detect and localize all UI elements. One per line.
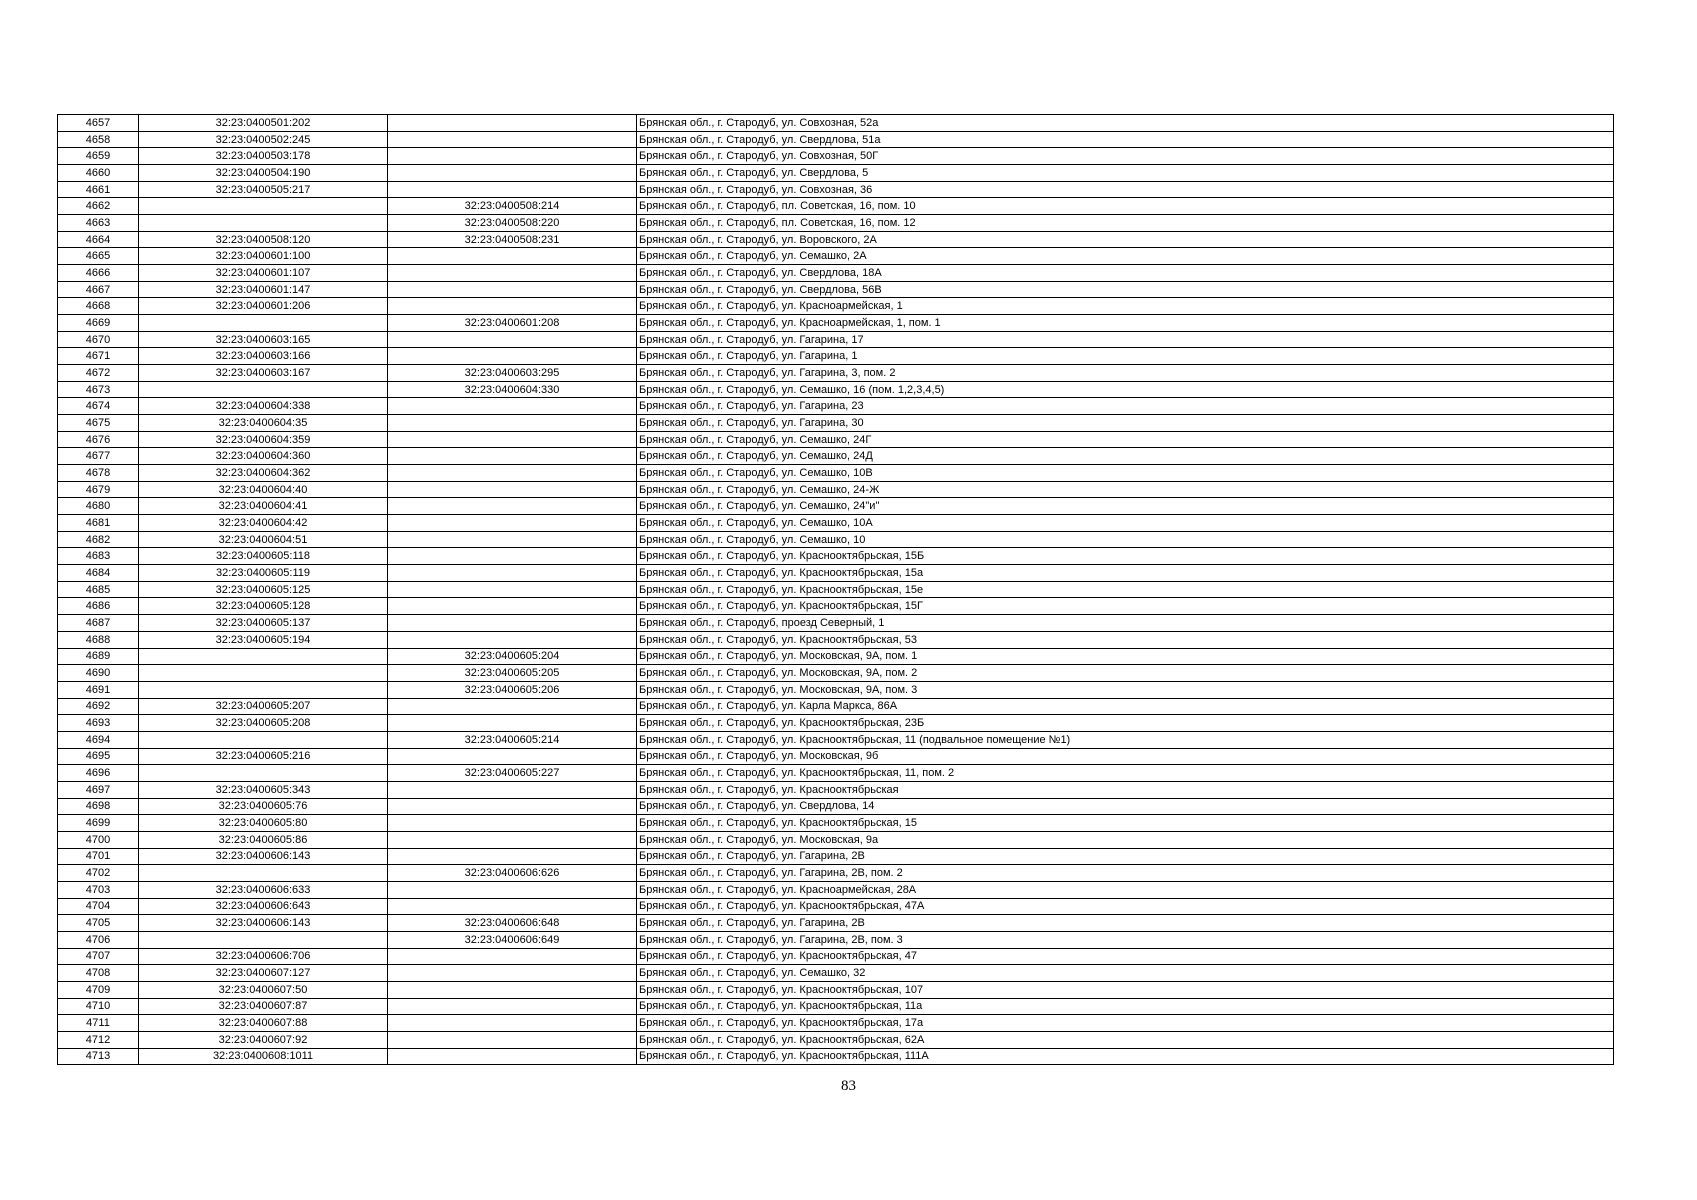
table-row: [58, 765, 1614, 782]
row-number-cell: 4687: [58, 615, 139, 632]
table-row: [58, 181, 1614, 198]
address-cell: Брянская обл., г. Стародуб, ул. Краснооктябрьская, 47А: [637, 898, 1614, 915]
row-number-cell: 4691: [58, 681, 139, 698]
land-cadastral-number-cell: 32:23:0400605:118: [139, 548, 388, 565]
row-number-cell: 4681: [58, 515, 139, 532]
table-row: [58, 598, 1614, 615]
land-cadastral-number-cell: 32:23:0400606:633: [139, 881, 388, 898]
row-number-cell: 4665: [58, 248, 139, 265]
table-row: [58, 198, 1614, 215]
land-cadastral-number-cell: 32:23:0400605:343: [139, 781, 388, 798]
object-cadastral-number-cell: 32:23:0400605:206: [388, 681, 637, 698]
object-cadastral-number-cell: [388, 698, 637, 715]
object-cadastral-number-cell: [388, 1015, 637, 1032]
object-cadastral-number-cell: [388, 465, 637, 482]
object-cadastral-number-cell: 32:23:0400606:626: [388, 865, 637, 882]
land-cadastral-number-cell: 32:23:0400605:207: [139, 698, 388, 715]
land-cadastral-number-cell: 32:23:0400502:245: [139, 131, 388, 148]
land-cadastral-number-cell: 32:23:0400604:35: [139, 415, 388, 432]
row-number-cell: 4669: [58, 315, 139, 332]
land-cadastral-number-cell: [139, 665, 388, 682]
row-number-cell: 4676: [58, 431, 139, 448]
object-cadastral-number-cell: [388, 398, 637, 415]
address-cell: Брянская обл., г. Стародуб, ул. Свердлова, 14: [637, 798, 1614, 815]
table-row: [58, 831, 1614, 848]
address-cell: Брянская обл., г. Стародуб, ул. Семашко, 24"и": [637, 498, 1614, 515]
object-cadastral-number-cell: [388, 115, 637, 132]
address-cell: Брянская обл., г. Стародуб, ул. Краснооктябрьская, 47: [637, 948, 1614, 965]
table-row: [58, 565, 1614, 582]
table-row: [58, 498, 1614, 515]
table-row: [58, 331, 1614, 348]
row-number-cell: 4657: [58, 115, 139, 132]
land-cadastral-number-cell: 32:23:0400604:338: [139, 398, 388, 415]
address-cell: Брянская обл., г. Стародуб, ул. Гагарина, 2В: [637, 848, 1614, 865]
land-cadastral-number-cell: 32:23:0400603:167: [139, 365, 388, 382]
object-cadastral-number-cell: 32:23:0400508:231: [388, 231, 637, 248]
land-cadastral-number-cell: [139, 315, 388, 332]
address-cell: Брянская обл., г. Стародуб, ул. Краснооктябрьская, 15: [637, 815, 1614, 832]
object-cadastral-number-cell: [388, 781, 637, 798]
land-cadastral-number-cell: 32:23:0400605:125: [139, 581, 388, 598]
row-number-cell: 4668: [58, 298, 139, 315]
address-cell: Брянская обл., г. Стародуб, ул. Московская, 9А, пом. 3: [637, 681, 1614, 698]
land-cadastral-number-cell: [139, 198, 388, 215]
object-cadastral-number-cell: [388, 881, 637, 898]
address-cell: Брянская обл., г. Стародуб, ул. Семашко, 16 (пом. 1,2,3,4,5): [637, 381, 1614, 398]
table-row: [58, 531, 1614, 548]
table-row: [58, 448, 1614, 465]
table-row: [58, 615, 1614, 632]
object-cadastral-number-cell: 32:23:0400605:205: [388, 665, 637, 682]
row-number-cell: 4706: [58, 931, 139, 948]
row-number-cell: 4707: [58, 948, 139, 965]
row-number-cell: 4673: [58, 381, 139, 398]
row-number-cell: 4690: [58, 665, 139, 682]
address-cell: Брянская обл., г. Стародуб, ул. Красноармейская, 28А: [637, 881, 1614, 898]
object-cadastral-number-cell: [388, 448, 637, 465]
row-number-cell: 4670: [58, 331, 139, 348]
table-row: [58, 348, 1614, 365]
table-row: [58, 898, 1614, 915]
row-number-cell: 4671: [58, 348, 139, 365]
table-row: [58, 215, 1614, 232]
address-cell: Брянская обл., г. Стародуб, ул. Семашко, 24-Ж: [637, 481, 1614, 498]
row-number-cell: 4666: [58, 265, 139, 282]
table-row: [58, 815, 1614, 832]
object-cadastral-number-cell: 32:23:0400601:208: [388, 315, 637, 332]
object-cadastral-number-cell: [388, 615, 637, 632]
land-cadastral-number-cell: [139, 381, 388, 398]
row-number-cell: 4702: [58, 865, 139, 882]
land-cadastral-number-cell: 32:23:0400605:76: [139, 798, 388, 815]
land-cadastral-number-cell: [139, 865, 388, 882]
table-row: [58, 781, 1614, 798]
land-cadastral-number-cell: 32:23:0400601:147: [139, 281, 388, 298]
address-cell: Брянская обл., г. Стародуб, ул. Гагарина, 23: [637, 398, 1614, 415]
address-cell: Брянская обл., г. Стародуб, ул. Семашко, 10: [637, 531, 1614, 548]
registry-table-body: [58, 115, 1614, 1065]
row-number-cell: 4698: [58, 798, 139, 815]
address-cell: Брянская обл., г. Стародуб, ул. Краснооктябрьская, 11 (подвальное помещение №1): [637, 731, 1614, 748]
address-cell: Брянская обл., г. Стародуб, ул. Семашко, 10А: [637, 515, 1614, 532]
address-cell: Брянская обл., г. Стародуб, ул. Семашко, 2А: [637, 248, 1614, 265]
land-cadastral-number-cell: 32:23:0400604:362: [139, 465, 388, 482]
address-cell: Брянская обл., г. Стародуб, ул. Московская, 9а: [637, 831, 1614, 848]
land-cadastral-number-cell: 32:23:0400504:190: [139, 165, 388, 182]
table-row: [58, 231, 1614, 248]
object-cadastral-number-cell: 32:23:0400605:214: [388, 731, 637, 748]
object-cadastral-number-cell: 32:23:0400606:649: [388, 931, 637, 948]
table-row: [58, 881, 1614, 898]
object-cadastral-number-cell: [388, 965, 637, 982]
object-cadastral-number-cell: [388, 998, 637, 1015]
table-row: [58, 848, 1614, 865]
object-cadastral-number-cell: [388, 715, 637, 732]
address-cell: Брянская обл., г. Стародуб, ул. Московская, 9А, пом. 1: [637, 648, 1614, 665]
object-cadastral-number-cell: [388, 598, 637, 615]
object-cadastral-number-cell: [388, 481, 637, 498]
table-row: [58, 481, 1614, 498]
address-cell: Брянская обл., г. Стародуб, ул. Краснооктябрьская, 53: [637, 631, 1614, 648]
land-cadastral-number-cell: 32:23:0400604:40: [139, 481, 388, 498]
table-row: [58, 398, 1614, 415]
object-cadastral-number-cell: 32:23:0400605:227: [388, 765, 637, 782]
table-row: [58, 798, 1614, 815]
table-row: [58, 298, 1614, 315]
row-number-cell: 4697: [58, 781, 139, 798]
row-number-cell: 4708: [58, 965, 139, 982]
row-number-cell: 4693: [58, 715, 139, 732]
address-cell: Брянская обл., г. Стародуб, ул. Гагарина, 2В, пом. 3: [637, 931, 1614, 948]
object-cadastral-number-cell: [388, 948, 637, 965]
table-row: [58, 665, 1614, 682]
address-cell: Брянская обл., г. Стародуб, ул. Свердлова, 5: [637, 165, 1614, 182]
address-cell: Брянская обл., г. Стародуб, ул. Совхозная, 36: [637, 181, 1614, 198]
registry-table: [57, 114, 1614, 1065]
table-row: [58, 715, 1614, 732]
row-number-cell: 4675: [58, 415, 139, 432]
row-number-cell: 4685: [58, 581, 139, 598]
address-cell: Брянская обл., г. Стародуб, ул. Краснооктябрьская, 15Г: [637, 598, 1614, 615]
object-cadastral-number-cell: [388, 898, 637, 915]
row-number-cell: 4684: [58, 565, 139, 582]
row-number-cell: 4692: [58, 698, 139, 715]
row-number-cell: 4667: [58, 281, 139, 298]
row-number-cell: 4696: [58, 765, 139, 782]
address-cell: Брянская обл., г. Стародуб, ул. Свердлова, 51а: [637, 131, 1614, 148]
table-row: [58, 581, 1614, 598]
object-cadastral-number-cell: [388, 498, 637, 515]
table-row: [58, 865, 1614, 882]
object-cadastral-number-cell: [388, 565, 637, 582]
row-number-cell: 4663: [58, 215, 139, 232]
row-number-cell: 4672: [58, 365, 139, 382]
row-number-cell: 4695: [58, 748, 139, 765]
row-number-cell: 4661: [58, 181, 139, 198]
land-cadastral-number-cell: 32:23:0400605:128: [139, 598, 388, 615]
table-row: [58, 681, 1614, 698]
address-cell: Брянская обл., г. Стародуб, ул. Краснооктябрьская, 15а: [637, 565, 1614, 582]
land-cadastral-number-cell: 32:23:0400604:42: [139, 515, 388, 532]
table-row: [58, 1048, 1614, 1065]
land-cadastral-number-cell: 32:23:0400607:127: [139, 965, 388, 982]
address-cell: Брянская обл., г. Стародуб, ул. Семашко, 24Г: [637, 431, 1614, 448]
table-row: [58, 381, 1614, 398]
land-cadastral-number-cell: [139, 648, 388, 665]
table-row: [58, 248, 1614, 265]
object-cadastral-number-cell: [388, 1031, 637, 1048]
land-cadastral-number-cell: 32:23:0400601:100: [139, 248, 388, 265]
row-number-cell: 4705: [58, 915, 139, 932]
object-cadastral-number-cell: [388, 165, 637, 182]
address-cell: Брянская обл., г. Стародуб, ул. Московская, 9б: [637, 748, 1614, 765]
table-row: [58, 148, 1614, 165]
table-row: [58, 415, 1614, 432]
land-cadastral-number-cell: 32:23:0400601:206: [139, 298, 388, 315]
object-cadastral-number-cell: 32:23:0400508:220: [388, 215, 637, 232]
row-number-cell: 4688: [58, 631, 139, 648]
object-cadastral-number-cell: [388, 348, 637, 365]
object-cadastral-number-cell: [388, 831, 637, 848]
table-row: [58, 631, 1614, 648]
object-cadastral-number-cell: [388, 181, 637, 198]
land-cadastral-number-cell: 32:23:0400501:202: [139, 115, 388, 132]
land-cadastral-number-cell: 32:23:0400503:178: [139, 148, 388, 165]
object-cadastral-number-cell: [388, 531, 637, 548]
row-number-cell: 4662: [58, 198, 139, 215]
land-cadastral-number-cell: 32:23:0400601:107: [139, 265, 388, 282]
land-cadastral-number-cell: 32:23:0400607:88: [139, 1015, 388, 1032]
object-cadastral-number-cell: 32:23:0400605:204: [388, 648, 637, 665]
address-cell: Брянская обл., г. Стародуб, ул. Краснооктябрьская, 15Б: [637, 548, 1614, 565]
row-number-cell: 4660: [58, 165, 139, 182]
row-number-cell: 4713: [58, 1048, 139, 1065]
table-row: [58, 365, 1614, 382]
object-cadastral-number-cell: 32:23:0400606:648: [388, 915, 637, 932]
land-cadastral-number-cell: 32:23:0400607:92: [139, 1031, 388, 1048]
table-row: [58, 1031, 1614, 1048]
object-cadastral-number-cell: [388, 515, 637, 532]
table-row: [58, 948, 1614, 965]
object-cadastral-number-cell: [388, 265, 637, 282]
land-cadastral-number-cell: 32:23:0400603:165: [139, 331, 388, 348]
address-cell: Брянская обл., г. Стародуб, ул. Карла Маркса, 86А: [637, 698, 1614, 715]
table-row: [58, 315, 1614, 332]
row-number-cell: 4694: [58, 731, 139, 748]
address-cell: Брянская обл., г. Стародуб, проезд Северный, 1: [637, 615, 1614, 632]
row-number-cell: 4704: [58, 898, 139, 915]
address-cell: Брянская обл., г. Стародуб, ул. Краснооктябрьская, 111А: [637, 1048, 1614, 1065]
address-cell: Брянская обл., г. Стародуб, ул. Свердлова, 18А: [637, 265, 1614, 282]
land-cadastral-number-cell: 32:23:0400606:143: [139, 848, 388, 865]
address-cell: Брянская обл., г. Стародуб, ул. Воровского, 2А: [637, 231, 1614, 248]
row-number-cell: 4658: [58, 131, 139, 148]
address-cell: Брянская обл., г. Стародуб, ул. Красноармейская, 1: [637, 298, 1614, 315]
table-row: [58, 515, 1614, 532]
row-number-cell: 4674: [58, 398, 139, 415]
object-cadastral-number-cell: [388, 748, 637, 765]
address-cell: Брянская обл., г. Стародуб, ул. Краснооктябрьская, 23Б: [637, 715, 1614, 732]
row-number-cell: 4700: [58, 831, 139, 848]
address-cell: Брянская обл., г. Стародуб, ул. Краснооктябрьская, 107: [637, 981, 1614, 998]
address-cell: Брянская обл., г. Стародуб, ул. Семашко, 24Д: [637, 448, 1614, 465]
row-number-cell: 4664: [58, 231, 139, 248]
address-cell: Брянская обл., г. Стародуб, ул. Гагарина, 3, пом. 2: [637, 365, 1614, 382]
object-cadastral-number-cell: [388, 415, 637, 432]
land-cadastral-number-cell: 32:23:0400605:86: [139, 831, 388, 848]
land-cadastral-number-cell: 32:23:0400605:137: [139, 615, 388, 632]
land-cadastral-number-cell: 32:23:0400605:208: [139, 715, 388, 732]
table-row: [58, 265, 1614, 282]
address-cell: Брянская обл., г. Стародуб, ул. Гагарина, 30: [637, 415, 1614, 432]
table-row: [58, 115, 1614, 132]
table-row: [58, 431, 1614, 448]
address-cell: Брянская обл., г. Стародуб, ул. Краснооктябрьская: [637, 781, 1614, 798]
address-cell: Брянская обл., г. Стародуб, ул. Гагарина, 1: [637, 348, 1614, 365]
address-cell: Брянская обл., г. Стародуб, ул. Московская, 9А, пом. 2: [637, 665, 1614, 682]
row-number-cell: 4683: [58, 548, 139, 565]
object-cadastral-number-cell: [388, 815, 637, 832]
table-row: [58, 465, 1614, 482]
address-cell: Брянская обл., г. Стародуб, ул. Красноармейская, 1, пом. 1: [637, 315, 1614, 332]
address-cell: Брянская обл., г. Стародуб, ул. Краснооктябрьская, 62А: [637, 1031, 1614, 1048]
land-cadastral-number-cell: [139, 731, 388, 748]
object-cadastral-number-cell: [388, 281, 637, 298]
address-cell: Брянская обл., г. Стародуб, ул. Семашко, 10В: [637, 465, 1614, 482]
address-cell: Брянская обл., г. Стародуб, ул. Краснооктябрьская, 11, пом. 2: [637, 765, 1614, 782]
row-number-cell: 4686: [58, 598, 139, 615]
object-cadastral-number-cell: [388, 848, 637, 865]
address-cell: Брянская обл., г. Стародуб, ул. Гагарина, 2В, пом. 2: [637, 865, 1614, 882]
row-number-cell: 4711: [58, 1015, 139, 1032]
row-number-cell: 4701: [58, 848, 139, 865]
object-cadastral-number-cell: [388, 248, 637, 265]
row-number-cell: 4710: [58, 998, 139, 1015]
address-cell: Брянская обл., г. Стародуб, ул. Совхозная, 52а: [637, 115, 1614, 132]
row-number-cell: 4709: [58, 981, 139, 998]
table-row: [58, 915, 1614, 932]
object-cadastral-number-cell: [388, 581, 637, 598]
land-cadastral-number-cell: 32:23:0400607:87: [139, 998, 388, 1015]
land-cadastral-number-cell: 32:23:0400604:51: [139, 531, 388, 548]
row-number-cell: 4680: [58, 498, 139, 515]
table-row: [58, 548, 1614, 565]
land-cadastral-number-cell: 32:23:0400605:194: [139, 631, 388, 648]
object-cadastral-number-cell: [388, 298, 637, 315]
object-cadastral-number-cell: [388, 131, 637, 148]
table-row: [58, 648, 1614, 665]
land-cadastral-number-cell: 32:23:0400605:216: [139, 748, 388, 765]
land-cadastral-number-cell: [139, 215, 388, 232]
address-cell: Брянская обл., г. Стародуб, ул. Семашко, 32: [637, 965, 1614, 982]
table-row: [58, 165, 1614, 182]
object-cadastral-number-cell: [388, 148, 637, 165]
table-row: [58, 998, 1614, 1015]
object-cadastral-number-cell: [388, 1048, 637, 1065]
address-cell: Брянская обл., г. Стародуб, пл. Советская, 16, пом. 10: [637, 198, 1614, 215]
object-cadastral-number-cell: 32:23:0400508:214: [388, 198, 637, 215]
land-cadastral-number-cell: 32:23:0400508:120: [139, 231, 388, 248]
land-cadastral-number-cell: 32:23:0400604:41: [139, 498, 388, 515]
table-row: [58, 281, 1614, 298]
address-cell: Брянская обл., г. Стародуб, пл. Советская, 16, пом. 12: [637, 215, 1614, 232]
land-cadastral-number-cell: 32:23:0400606:706: [139, 948, 388, 965]
land-cadastral-number-cell: 32:23:0400606:643: [139, 898, 388, 915]
address-cell: Брянская обл., г. Стародуб, ул. Краснооктябрьская, 17а: [637, 1015, 1614, 1032]
object-cadastral-number-cell: [388, 331, 637, 348]
address-cell: Брянская обл., г. Стародуб, ул. Свердлова, 56В: [637, 281, 1614, 298]
table-row: [58, 1015, 1614, 1032]
table-row: [58, 131, 1614, 148]
table-row: [58, 931, 1614, 948]
row-number-cell: 4677: [58, 448, 139, 465]
object-cadastral-number-cell: [388, 631, 637, 648]
land-cadastral-number-cell: 32:23:0400607:50: [139, 981, 388, 998]
table-row: [58, 748, 1614, 765]
row-number-cell: 4679: [58, 481, 139, 498]
row-number-cell: 4678: [58, 465, 139, 482]
row-number-cell: 4712: [58, 1031, 139, 1048]
land-cadastral-number-cell: 32:23:0400604:360: [139, 448, 388, 465]
land-cadastral-number-cell: [139, 681, 388, 698]
address-cell: Брянская обл., г. Стародуб, ул. Гагарина, 17: [637, 331, 1614, 348]
object-cadastral-number-cell: [388, 431, 637, 448]
address-cell: Брянская обл., г. Стародуб, ул. Совхозная, 50Г: [637, 148, 1614, 165]
land-cadastral-number-cell: 32:23:0400605:119: [139, 565, 388, 582]
object-cadastral-number-cell: 32:23:0400603:295: [388, 365, 637, 382]
land-cadastral-number-cell: 32:23:0400606:143: [139, 915, 388, 932]
row-number-cell: 4703: [58, 881, 139, 898]
table-row: [58, 731, 1614, 748]
table-row: [58, 698, 1614, 715]
address-cell: Брянская обл., г. Стародуб, ул. Краснооктябрьская, 11а: [637, 998, 1614, 1015]
object-cadastral-number-cell: [388, 981, 637, 998]
row-number-cell: 4699: [58, 815, 139, 832]
address-cell: Брянская обл., г. Стародуб, ул. Краснооктябрьская, 15е: [637, 581, 1614, 598]
row-number-cell: 4682: [58, 531, 139, 548]
land-cadastral-number-cell: 32:23:0400505:217: [139, 181, 388, 198]
row-number-cell: 4689: [58, 648, 139, 665]
land-cadastral-number-cell: 32:23:0400608:1011: [139, 1048, 388, 1065]
object-cadastral-number-cell: [388, 798, 637, 815]
page-number: 83: [841, 1078, 856, 1094]
land-cadastral-number-cell: 32:23:0400603:166: [139, 348, 388, 365]
land-cadastral-number-cell: [139, 765, 388, 782]
row-number-cell: 4659: [58, 148, 139, 165]
land-cadastral-number-cell: [139, 931, 388, 948]
object-cadastral-number-cell: 32:23:0400604:330: [388, 381, 637, 398]
address-cell: Брянская обл., г. Стародуб, ул. Гагарина, 2В: [637, 915, 1614, 932]
land-cadastral-number-cell: 32:23:0400605:80: [139, 815, 388, 832]
table-row: [58, 965, 1614, 982]
land-cadastral-number-cell: 32:23:0400604:359: [139, 431, 388, 448]
object-cadastral-number-cell: [388, 548, 637, 565]
table-row: [58, 981, 1614, 998]
